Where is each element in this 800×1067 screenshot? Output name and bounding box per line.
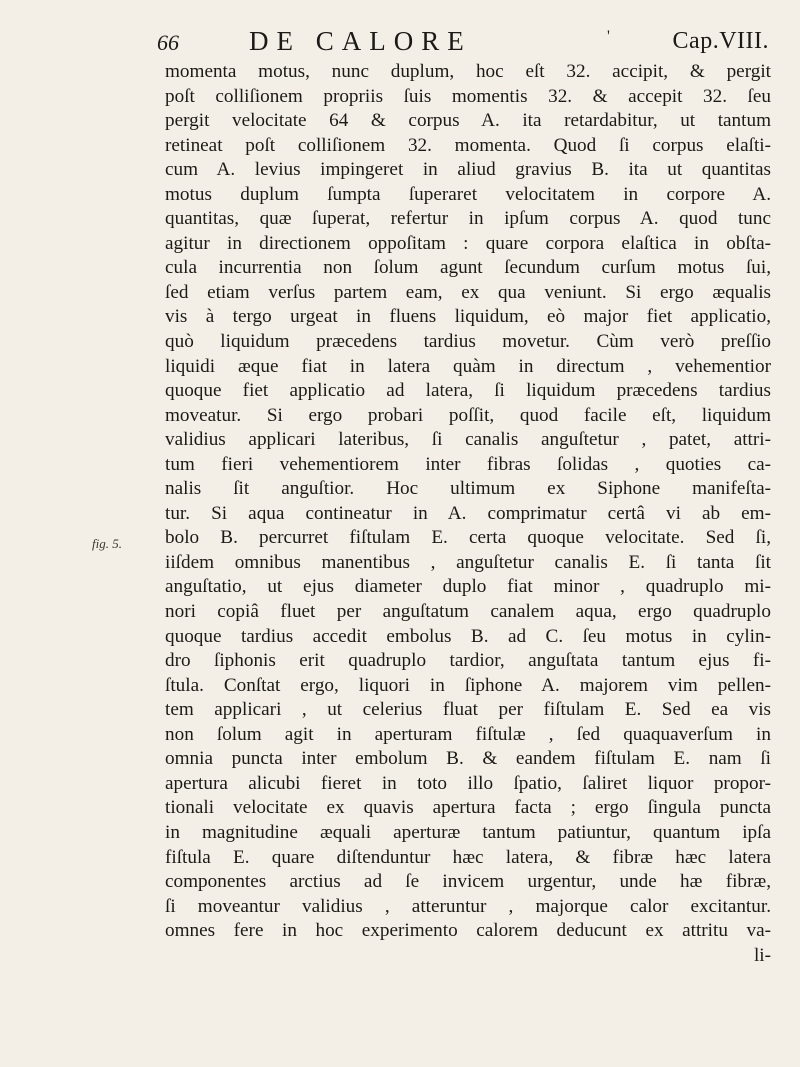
text-line: tionali velocitate ex quavis apertura facta ; ergo ſingula puncta [165,797,771,819]
text-line: non ſolum agit in aperturam fiſtulæ , ſed quaquaverſum in [165,723,771,745]
text-line: retineat poſt colliſionem 32. momenta. Quod ſi corpus elaſti- [165,134,771,156]
text-line: quoque fiet applicatio ad latera, ſi liquidum præcedens tardius [165,380,771,402]
text-line: quoque tardius accedit embolus B. ad C. ſeu motus in cylin- [165,625,771,647]
printer-mark: ' [607,28,610,45]
text-line: tem applicari , ut celerius fluat per fiſtulam E. Sed ea vis [165,699,771,721]
text-line: cum A. levius impingeret in aliud gravius B. ita ut quantitas [165,159,771,181]
text-line: iiſdem omnibus manentibus , anguſtetur canalis E. ſi tanta ſit [165,551,771,573]
text-line: quantitas, quæ ſuperat, refertur in ipſum corpus A. quod tunc [165,208,771,230]
text-line: poſt colliſionem propriis ſuis momentis 32. & accepit 32. ſeu [165,85,771,107]
text-line: componentes arctius ad ſe invicem urgentur, unde hæ fibræ, [165,871,771,893]
text-line: ſi moveantur validius , atteruntur , majorque calor excitantur. [165,895,771,917]
text-line: agitur in directionem oppoſitam : quare corpora elaſtica in obſta- [165,232,771,254]
text-line: ſtula. Conſtat ergo, liquori in ſiphone A. majorem vim pellen- [165,674,771,696]
text-line: pergit velocitate 64 & corpus A. ita retardabitur, ut tantum [165,110,771,132]
chapter-label: Cap.VIII. [672,28,769,54]
text-line: vis à tergo urgeat in fluens liquidum, eò major fiet applicatio, [165,306,771,328]
text-line: nalis ſit anguſtior. Hoc ultimum ex Siphone manifeſta- [165,478,771,500]
page-header [157,14,769,54]
text-line: quò liquidum præcedens tardius movetur. Cùm verò preſſio [165,331,771,353]
body-text [165,60,771,968]
text-line: liquidi æque fiat in latera quàm in directum , vehementior [165,355,771,377]
text-line: nori copiâ fluet per anguſtatum canalem aqua, ergo quadruplo [165,601,771,623]
text-line: validius applicari lateribus, ſi canalis anguſtetur , patet, attri- [165,429,771,451]
text-line: omnia puncta inter embolum B. & eandem fiſtulam E. nam ſi [165,748,771,770]
text-line: dro ſiphonis erit quadruplo tardior, anguſtata tantum ejus fi- [165,650,771,672]
text-line: momenta motus, nunc duplum, hoc eſt 32. accipit, & pergit [165,61,771,82]
text-line: omnes fere in hoc experimento calorem deducunt ex attritu va- [165,920,771,942]
text-line: bolo B. percurret fiſtulam E. certa quoque velocitate. Sed ſi, [165,527,771,549]
text-line: anguſtatio, ut ejus diameter duplo fiat minor , quadruplo mi- [165,576,771,598]
margin-figure-reference: fig. 5. [92,536,122,551]
text-line: cula incurrentia non ſolum agunt ſecundum curſum motus ſui, [165,257,771,279]
text-line: moveatur. Si ergo probari poſſit, quod facile eſt, liquidum [165,404,771,426]
text-line: li- [753,944,771,966]
text-line: in magnitudine æquali aperturæ tantum patiuntur, quantum ipſa [165,821,771,843]
text-line: motus duplum ſumpta ſuperaret velocitatem in corpore A. [165,183,771,205]
running-title: DE CALORE [249,26,472,56]
text-line: ſed etiam verſus partem eam, ex qua veniunt. Si ergo æqualis [165,281,771,303]
page-number: 66 [157,30,179,55]
text-line: apertura alicubi fieret in toto illo ſpatio, ſaliret liquor propor- [165,772,771,794]
text-line: fiſtula E. quare diſtenduntur hæc latera, & fibræ hæc latera [165,846,771,868]
text-line: tum fieri vehementiorem inter fibras ſolidas , quoties ca- [165,453,771,475]
text-line: tur. Si aqua contineatur in A. comprimatur certâ vi ab em- [165,502,771,524]
